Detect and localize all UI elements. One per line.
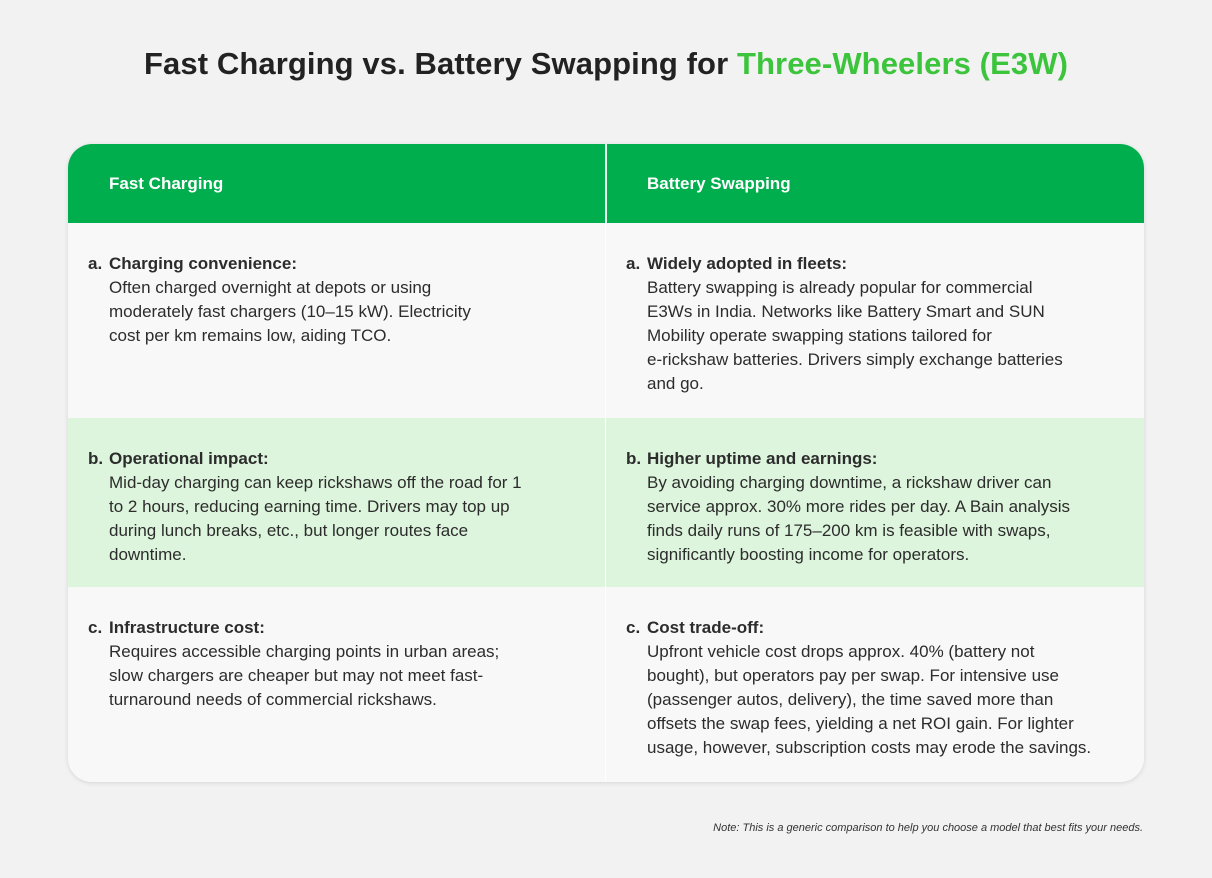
header-divider	[605, 144, 607, 223]
page-title-prefix: Fast Charging vs. Battery Swapping for	[143, 46, 737, 81]
cell-heading: Cost trade-off:	[647, 618, 765, 637]
footnote: Note: This is a generic comparison to help you choose a model that best fits your needs.	[713, 822, 1143, 834]
cell-line: bought), but operators pay per swap. For intensive use	[647, 666, 1060, 685]
list-marker: b.	[88, 449, 104, 468]
cell-heading: Infrastructure cost:	[109, 618, 265, 637]
list-marker: b.	[626, 449, 642, 468]
table-cell-battery-swapping	[626, 447, 1126, 567]
cell-line: offsets the swap fees, yielding a net ROI gain. For lighter	[647, 714, 1074, 733]
cell-line: usage, however, subscription costs may erode the savings.	[647, 738, 1092, 757]
table-cell-battery-swapping	[626, 252, 1126, 396]
list-marker: a.	[626, 254, 641, 273]
cell-line: Mid-day charging can keep rickshaws off the road for 1	[109, 473, 522, 492]
cell-line: to 2 hours, reducing earning time. Drivers may top up	[109, 497, 510, 516]
table-cell-fast-charging	[88, 616, 548, 712]
header-battery-swapping: Battery Swapping	[647, 174, 791, 193]
cell-line: Mobility operate swapping stations tailored for	[647, 326, 992, 345]
header-fast-charging: Fast Charging	[109, 174, 224, 193]
cell-line: slow chargers are cheaper but may not meet fast-	[109, 666, 484, 685]
table-cell-battery-swapping	[626, 616, 1126, 760]
table-row-highlighted	[68, 418, 1144, 587]
cell-heading: Higher uptime and earnings:	[647, 449, 878, 468]
table-cell-fast-charging	[88, 252, 548, 348]
cell-line: E3Ws in India. Networks like Battery Smart and SUN	[647, 302, 1045, 321]
cell-line: Requires accessible charging points in urban areas;	[109, 642, 500, 661]
cell-line: significantly boosting income for operators.	[647, 545, 970, 564]
cell-line: downtime.	[109, 545, 187, 564]
cell-line: cost per km remains low, aiding TCO.	[109, 326, 392, 345]
cell-line: finds daily runs of 175–200 km is feasible with swaps,	[647, 521, 1051, 540]
cell-heading: Charging convenience:	[109, 254, 297, 273]
cell-line: Battery swapping is already popular for commercial	[647, 278, 1033, 297]
table-row	[68, 223, 1144, 418]
cell-line: Often charged overnight at depots or using	[109, 278, 432, 297]
cell-line: Upfront vehicle cost drops approx. 40% (battery not	[647, 642, 1035, 661]
cell-line: service approx. 30% more rides per day. A Bain analysis	[647, 497, 1071, 516]
comparison-table	[68, 144, 1144, 782]
table-row	[68, 587, 1144, 782]
cell-line: By avoiding charging downtime, a rickshaw driver can	[647, 473, 1052, 492]
cell-heading: Operational impact:	[109, 449, 269, 468]
list-marker: a.	[88, 254, 103, 273]
cell-line: turnaround needs of commercial rickshaws.	[109, 690, 437, 709]
cell-line: and go.	[647, 374, 704, 393]
cell-line: moderately fast chargers (10–15 kW). Electricity	[109, 302, 471, 321]
cell-heading: Widely adopted in fleets:	[647, 254, 848, 273]
cell-line: (passenger autos, delivery), the time saved more than	[647, 690, 1054, 709]
list-marker: c.	[626, 618, 641, 637]
page-title	[0, 46, 1212, 82]
list-marker: c.	[88, 618, 103, 637]
column-divider	[605, 223, 606, 782]
cell-line: during lunch breaks, etc., but longer routes face	[109, 521, 469, 540]
table-header-row	[68, 144, 1144, 223]
page-title-accent: Three-Wheelers (E3W)	[736, 46, 1068, 81]
cell-line: e-rickshaw batteries. Drivers simply exchange batteries	[647, 350, 1063, 369]
table-cell-fast-charging	[88, 447, 548, 567]
